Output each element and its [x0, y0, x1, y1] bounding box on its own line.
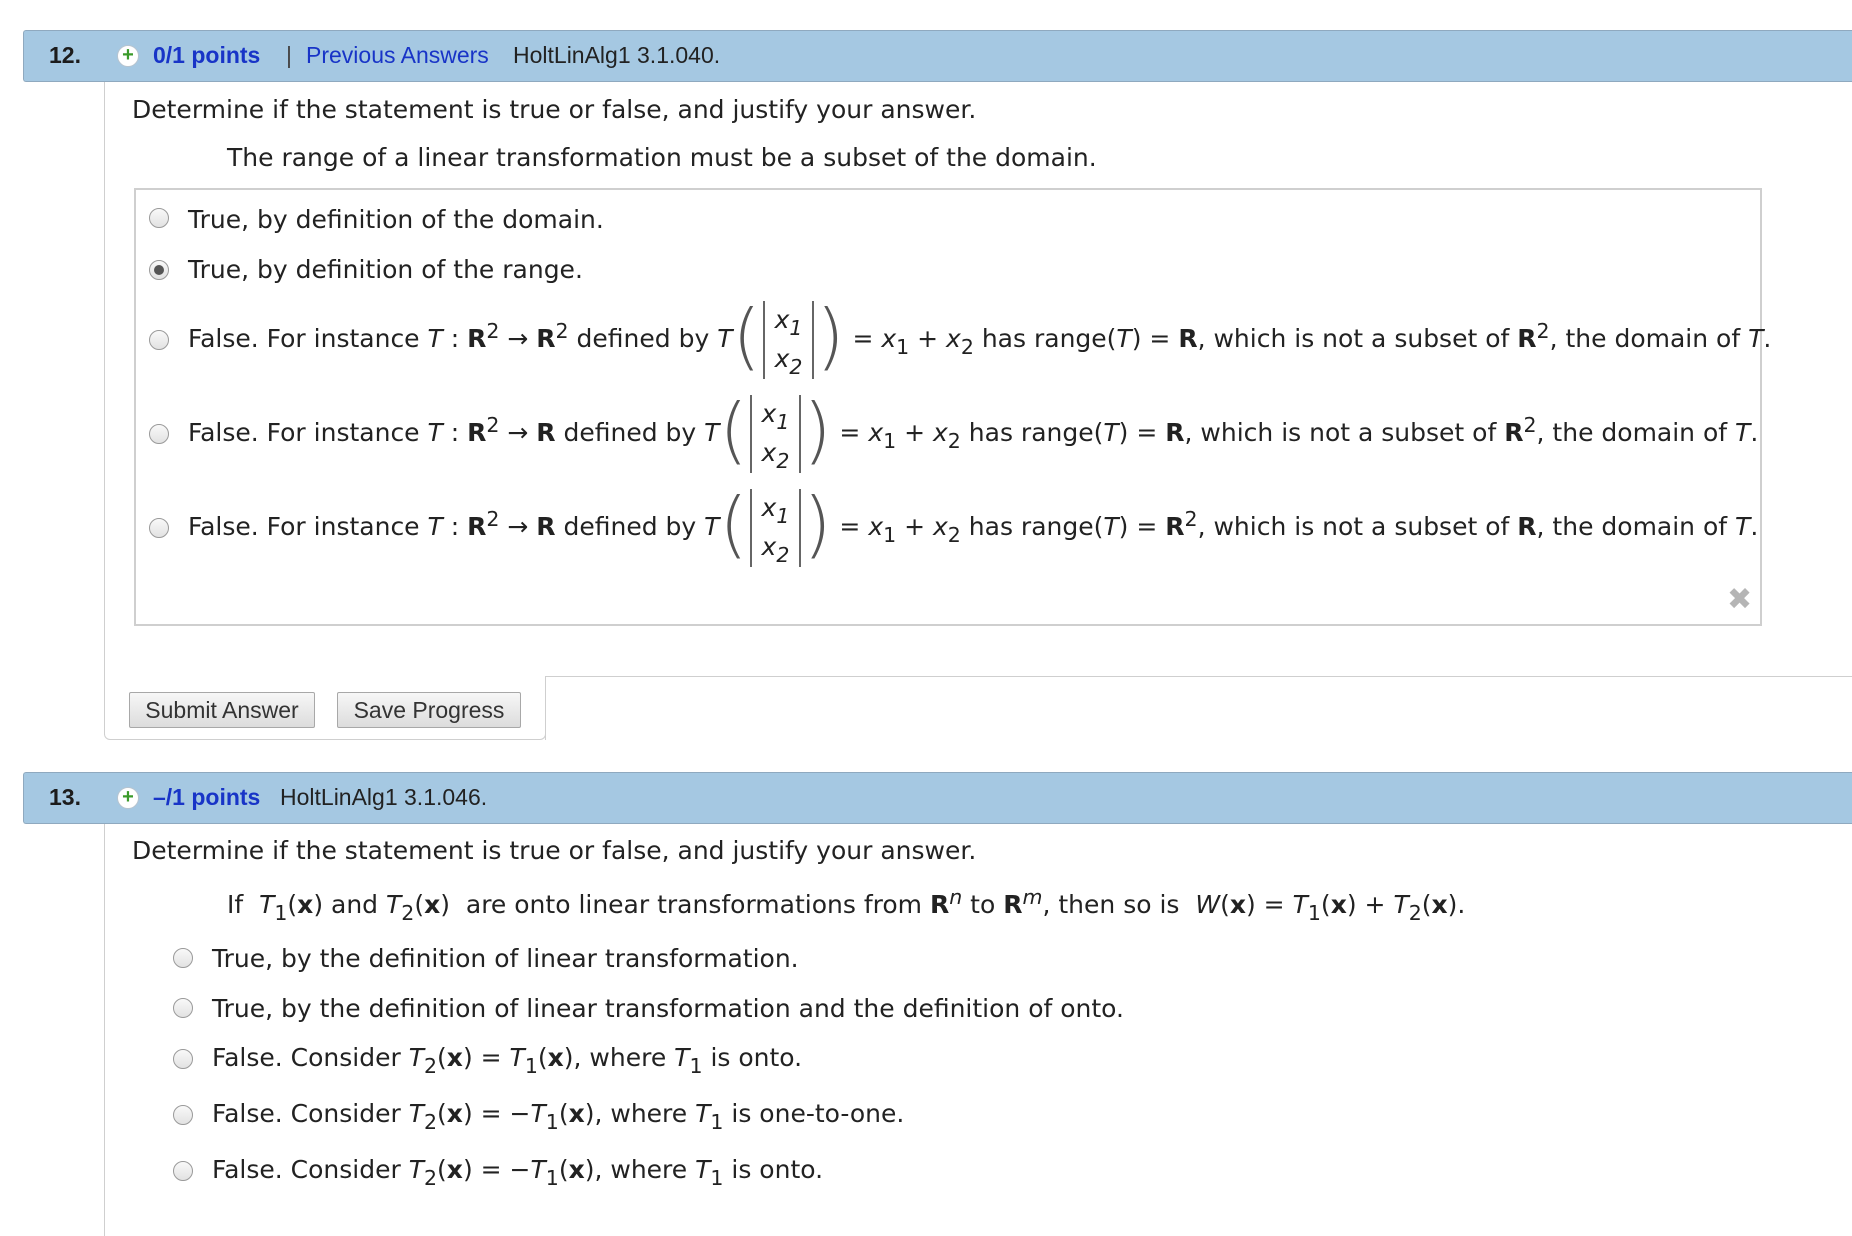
option-3-label[interactable]: False. Consider $T_2(x) = T_1(x)$, where $T_1$ is onto. — [212, 1043, 803, 1078]
radio-option-3[interactable] — [173, 1049, 193, 1069]
question-12-header — [23, 30, 1852, 82]
option-2-label[interactable]: True, by definition of the range. — [188, 255, 583, 284]
question-number: 12. — [49, 42, 81, 68]
radio-option-4[interactable] — [149, 424, 169, 444]
option-4-label[interactable]: False. Consider $T_2(x) = -T_1(x)$, where $T_1$ is one-to-one. — [212, 1099, 905, 1134]
question-13-header — [23, 772, 1852, 824]
points-link[interactable]: 0/1 points — [153, 42, 261, 68]
plus-icon[interactable]: + — [117, 45, 139, 67]
separator: | — [286, 42, 292, 68]
question-13-left-border — [104, 824, 105, 1236]
question-12-left-border — [104, 82, 105, 725]
points-link[interactable]: –/1 points — [153, 784, 261, 810]
option-1-label[interactable]: True, by definition of the domain. — [188, 205, 604, 234]
radio-option-4[interactable] — [173, 1105, 193, 1125]
question-prompt: Determine if the statement is true or false, and justify your answer. — [132, 95, 977, 124]
radio-option-1[interactable] — [173, 948, 193, 968]
question-prompt: Determine if the statement is true or false, and justify your answer. — [132, 836, 977, 865]
question-number: 13. — [49, 784, 81, 810]
radio-option-2[interactable] — [173, 998, 193, 1018]
question-id: HoltLinAlg1 3.1.046. — [280, 784, 488, 810]
panel-tab-edge — [545, 676, 546, 740]
option-4-label[interactable]: False. For instance T : $R^2 \to R$ defined by T( $x_1$ $x_2$ ) = $x_1 + x_2$ has range(T) = R, which is not a subset of $R^2$, the domain of T. — [188, 388, 1759, 473]
plus-icon[interactable]: + — [117, 787, 139, 809]
question-id: HoltLinAlg1 3.1.040. — [513, 42, 721, 68]
radio-option-2[interactable] — [149, 260, 169, 280]
panel-top-rule — [545, 676, 1852, 677]
option-5-label[interactable]: False. Consider $T_2(x) = -T_1(x)$, where $T_1$ is onto. — [212, 1155, 824, 1190]
radio-option-3[interactable] — [149, 330, 169, 350]
radio-option-5[interactable] — [173, 1161, 193, 1181]
question-statement: If $T_1(x)$ and $T_2(x)$ are onto linear transformations from $R^n$ to $R^m$, then so is $W(x) = T_1(x) + T_2(x)$. — [227, 884, 1466, 925]
radio-option-5[interactable] — [149, 518, 169, 538]
previous-answers-link[interactable]: Previous Answers — [306, 42, 489, 68]
radio-option-1[interactable] — [149, 208, 169, 228]
option-3-label[interactable]: False. For instance T : $R^2 \to R^2$ defined by T( $x_1$ $x_2$ ) = $x_1 + x_2$ has range(T) = R, which is not a subset of $R^2$, the domain of T. — [188, 294, 1772, 379]
question-statement: The range of a linear transformation must be a subset of the domain. — [227, 143, 1097, 172]
close-icon[interactable]: ✖ — [1727, 582, 1753, 617]
save-progress-button[interactable]: Save Progress — [337, 692, 521, 728]
option-5-label[interactable]: False. For instance T : $R^2 \to R$ defined by T( $x_1$ $x_2$ ) = $x_1 + x_2$ has range(T) = $R^2$, which is not a subset of R, the domain of T. — [188, 482, 1759, 567]
option-1-label[interactable]: True, by the definition of linear transformation. — [212, 944, 799, 973]
option-2-label[interactable]: True, by the definition of linear transformation and the definition of onto. — [212, 994, 1124, 1023]
submit-answer-button[interactable]: Submit Answer — [129, 692, 315, 728]
